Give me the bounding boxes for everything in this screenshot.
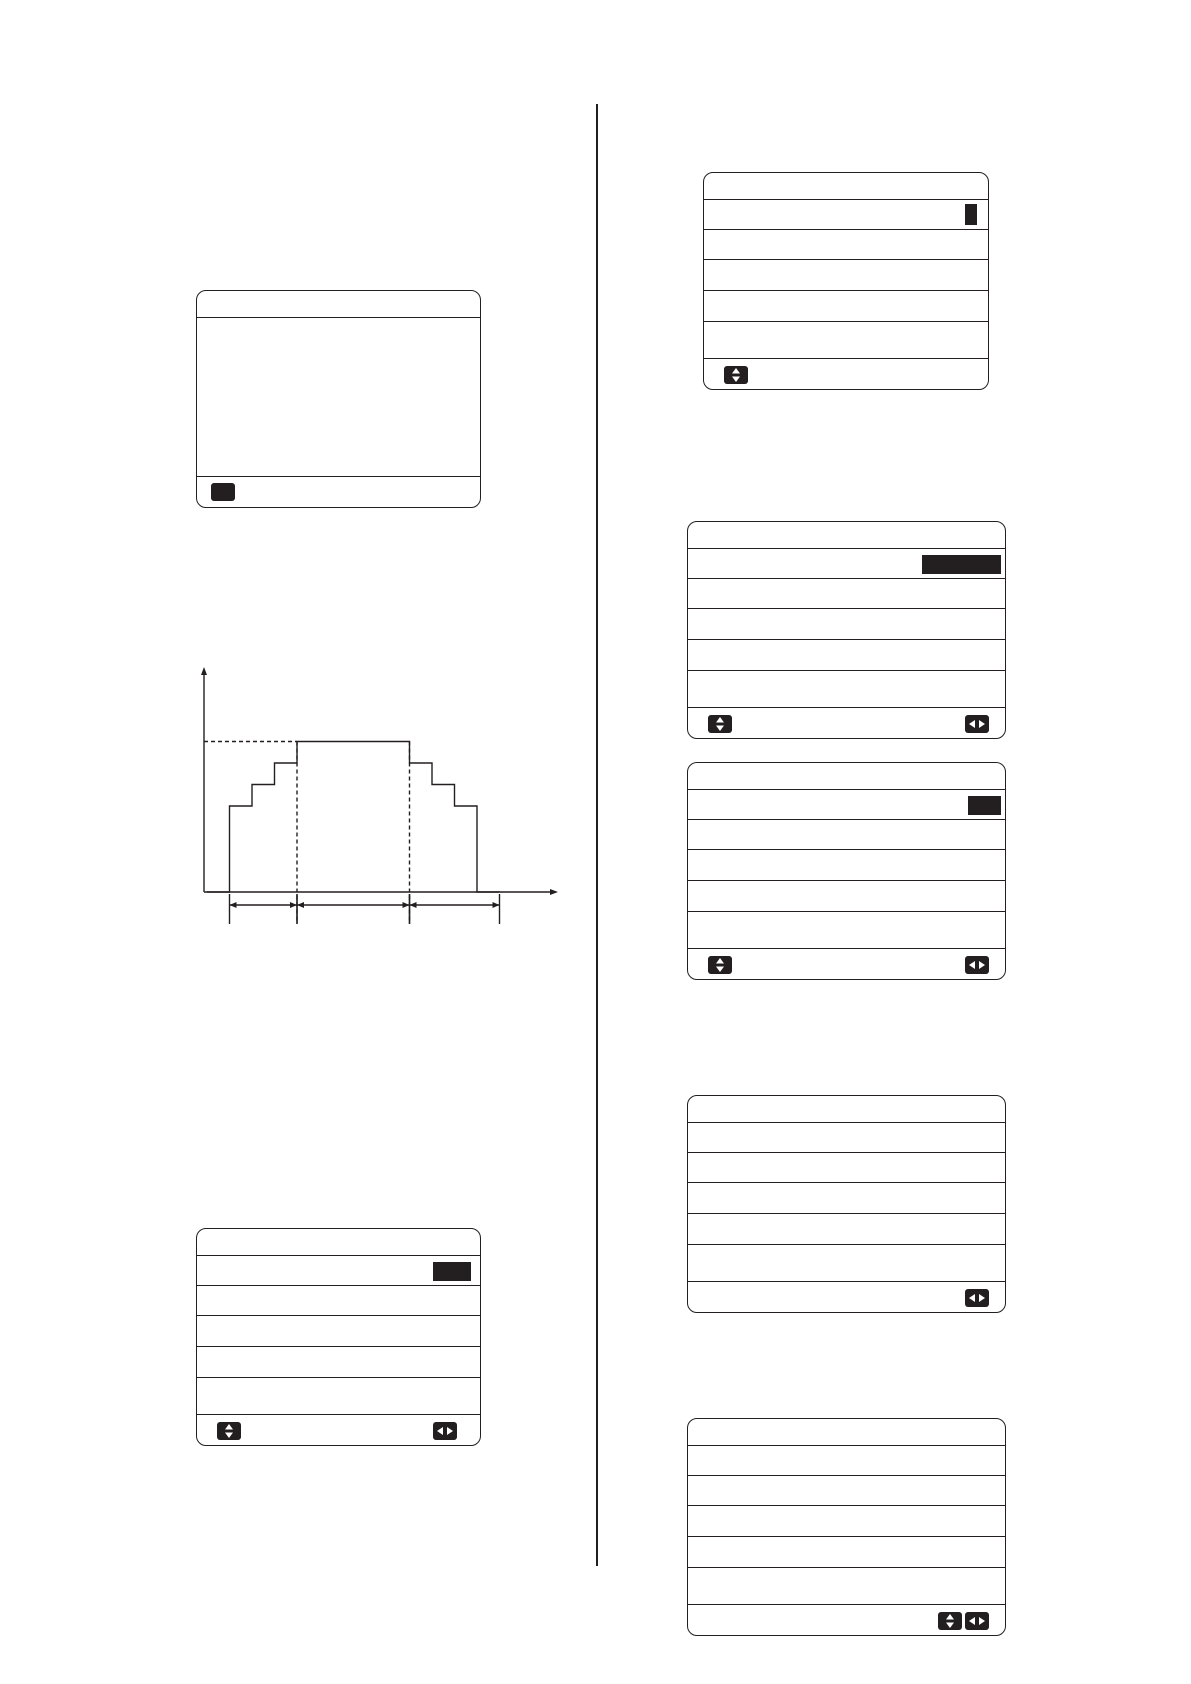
row-line xyxy=(197,1255,480,1256)
panel-footer-line xyxy=(688,1604,1005,1605)
interval-arrowhead xyxy=(410,902,417,908)
up-down-arrows-icon[interactable] xyxy=(938,1612,962,1630)
panel-right-4 xyxy=(687,1095,1006,1313)
row-line xyxy=(688,1152,1005,1153)
left-right-arrows-icon[interactable] xyxy=(965,715,989,733)
interval-arrowhead xyxy=(297,902,304,908)
row-line xyxy=(197,1346,480,1347)
row-line xyxy=(688,1475,1005,1476)
left-right-arrows-icon[interactable] xyxy=(965,1289,989,1307)
left-right-arrows-icon[interactable] xyxy=(965,1612,989,1630)
cursor-block[interactable] xyxy=(965,204,977,225)
panel-header-line xyxy=(197,317,480,318)
row-line xyxy=(688,1122,1005,1123)
row-line xyxy=(688,789,1005,790)
panel-footer-line xyxy=(197,1414,480,1415)
x-axis-arrow xyxy=(550,889,558,895)
profile-series-line xyxy=(207,742,500,893)
value-highlight[interactable] xyxy=(968,796,1001,815)
panel-footer-line xyxy=(704,358,988,359)
y-axis-arrow xyxy=(201,667,207,675)
row-line xyxy=(704,321,988,322)
row-line xyxy=(688,849,1005,850)
panel-right-1 xyxy=(703,172,989,390)
row-line xyxy=(704,199,988,200)
enter-key-icon[interactable] xyxy=(211,483,235,501)
interval-arrowhead xyxy=(230,902,237,908)
row-line xyxy=(688,880,1005,881)
panel-right-2 xyxy=(687,521,1006,739)
row-line xyxy=(688,1213,1005,1214)
up-down-arrows-icon[interactable] xyxy=(708,956,732,974)
up-down-arrows-icon[interactable] xyxy=(217,1422,241,1440)
row-line xyxy=(704,259,988,260)
row-line xyxy=(688,1244,1005,1245)
panel-footer-line xyxy=(688,707,1005,708)
interval-arrowhead xyxy=(493,902,500,908)
interval-arrowhead xyxy=(290,902,297,908)
row-line xyxy=(197,1285,480,1286)
row-line xyxy=(688,548,1005,549)
row-line xyxy=(704,290,988,291)
up-down-arrows-icon[interactable] xyxy=(724,366,748,384)
value-highlight[interactable] xyxy=(433,1262,471,1281)
panel-right-5 xyxy=(687,1418,1006,1636)
row-line xyxy=(688,608,1005,609)
row-line xyxy=(688,1182,1005,1183)
column-divider xyxy=(596,104,598,1566)
interval-arrowhead xyxy=(403,902,410,908)
left-right-arrows-icon[interactable] xyxy=(965,956,989,974)
row-line xyxy=(688,639,1005,640)
row-line xyxy=(688,578,1005,579)
row-line xyxy=(688,670,1005,671)
row-line xyxy=(688,911,1005,912)
panel-footer-line xyxy=(688,1281,1005,1282)
row-line xyxy=(688,819,1005,820)
panel-left-1 xyxy=(196,290,481,508)
panel-footer-line xyxy=(688,948,1005,949)
row-line xyxy=(688,1567,1005,1568)
row-line xyxy=(688,1445,1005,1446)
up-down-arrows-icon[interactable] xyxy=(708,715,732,733)
row-line xyxy=(197,1377,480,1378)
panel-left-2 xyxy=(196,1228,481,1446)
row-line xyxy=(688,1505,1005,1506)
panel-right-3 xyxy=(687,762,1006,980)
panel-footer-line xyxy=(197,476,480,477)
value-highlight-wide[interactable] xyxy=(922,555,1001,574)
left-right-arrows-icon[interactable] xyxy=(433,1422,457,1440)
row-line xyxy=(197,1315,480,1316)
row-line xyxy=(704,229,988,230)
row-line xyxy=(688,1536,1005,1537)
ramp-profile-chart xyxy=(190,667,560,937)
